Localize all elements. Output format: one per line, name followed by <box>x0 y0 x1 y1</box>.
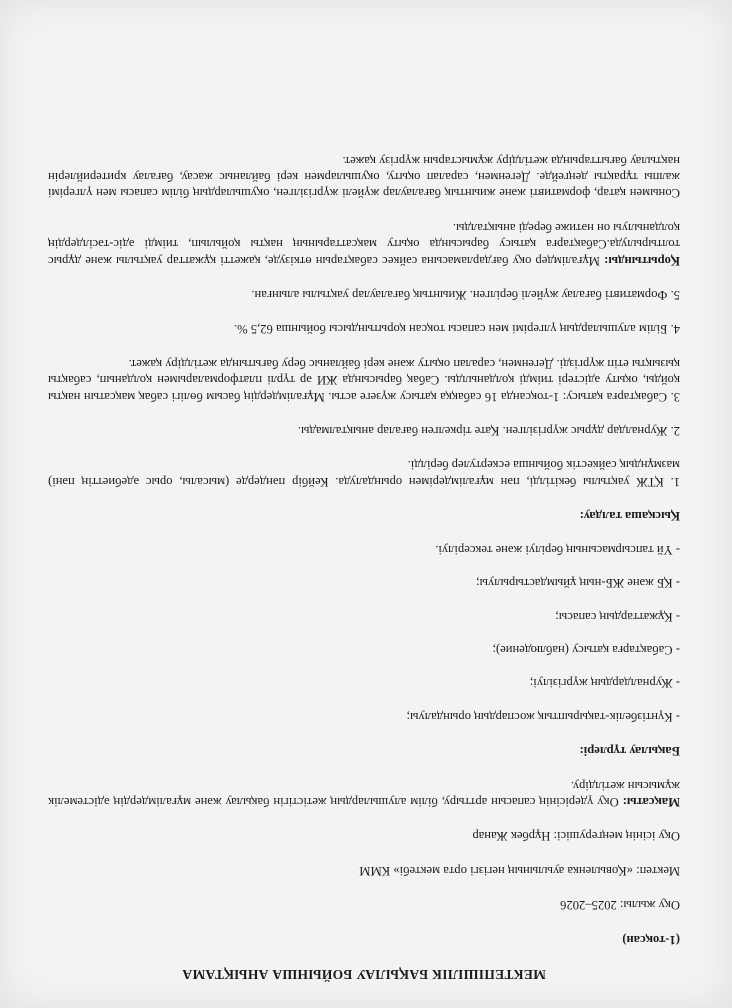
control-type-item: - Сабақтарға қатысу (наблюдение); <box>492 642 680 657</box>
document-title: МЕКТЕПІШІЛІК БАҚЫЛАУ БОЙЫНША АНЫҚТАМА <box>182 967 546 982</box>
meta-head: Оқу ісінің меңгерушісі: Нұрбек Жанар <box>472 829 680 844</box>
meta-year: Оқу жылы: 2025–2026 <box>560 898 680 913</box>
analysis-item: 2. Журналдар дұрыс жүргізілген. Қате тіркелген бағалар анықталмады. <box>297 424 680 439</box>
control-type-item: - Құжаттардың сапасы; <box>555 609 680 624</box>
purpose-paragraph <box>48 777 680 810</box>
closing-paragraph: Сонымен қатар, формативті және жиынтық бағалаулар жүйелі жүргізілген, оқушылардың білім сапасы мен үлгерімі жалпы тұрақты деңгейде. Дегенмен, саралап оқыту, оқушылармен кері байланыс жасау, бағалау критерийлерін нақтылау бағыттарында жетілдіру жұмыстарын жүргізу қажет. <box>48 153 680 201</box>
analysis-item: 1. ҚТЖ уақтылы бекітілді, пән мұғалімдерімен орындалуда. Кейбір пәндерде (мысалы, орыс әдебиеттің пәні) мазмұндық сәйкестік бойынша ескертулер берілді. <box>48 458 680 489</box>
purpose-text: Оқу үдерісінің сапасын арттыру, білім алушылардың жетістігін бақылау және мұғалімдердің әдістемелік жұмысын жетілдіру. <box>47 778 680 809</box>
control-type-item: - Журналдардың жүргізілуі; <box>529 676 680 691</box>
purpose-label: Мақсаты: <box>622 794 680 809</box>
control-type-item: - Үй тапсырмасының берілуі және тексерілуі. <box>435 542 680 557</box>
analysis-heading: Қысқаша талдау: <box>579 509 680 524</box>
quarter-subtitle: (1-тоқсан) <box>622 932 680 947</box>
analysis-item: 5. Формативті бағалау жүйелі берілген. Жиынтық бағалаулар уақтылы алынған. <box>251 288 680 303</box>
control-type-item: - ҚБ және ЖБ-ның ұйымдастырылуы; <box>475 576 680 591</box>
control-type-item: - Күнтізбелік-тақырыптық жоспардың орындалуы; <box>406 709 680 724</box>
conclusion-label: Қорытынды: <box>604 253 680 268</box>
conclusion-paragraph <box>48 219 680 268</box>
analysis-item: 4. Білім алушылардың үлгерімі мен сапасы тоқсан қорытындысы бойынша 62,5 %. <box>234 322 680 337</box>
analysis-item: 3. Сабақтарға қатысу: 1-тоқсанда 16 сабаққа қатысу жүзеге асты. Мұғалімдердің басым бөлігі сабақ мақсатын нақты қойды, оқыту әдістері тиімді қолданылды. Сабақ барысында ЖИ әр түрлі платформаларымен қолданып, сабақты қызықты етіп жүргізді. Дегенмен, саралап оқыту және кері байланыс беру бағытында жетілдіру қажет. <box>48 356 680 404</box>
document-body <box>48 134 680 982</box>
control-types-heading: Бақылау түрлері: <box>579 744 680 759</box>
meta-school: Мектеп: «Қовыленка ауылының негізгі орта мектебі» КММ <box>359 863 680 878</box>
conclusion-text: Мұғалімдер оқу бағдарламасына сәйкес сабақтарын өткізуде, қажетті құжаттар уақтылы және дұрыс толтырылуда.Сабақтарға қатысу барысында оқыту мақсаттарының нақты қойылып, тиімді әдіс-тәсілдердің қолданылуы он нәтиже береді анықталды. <box>48 220 680 268</box>
